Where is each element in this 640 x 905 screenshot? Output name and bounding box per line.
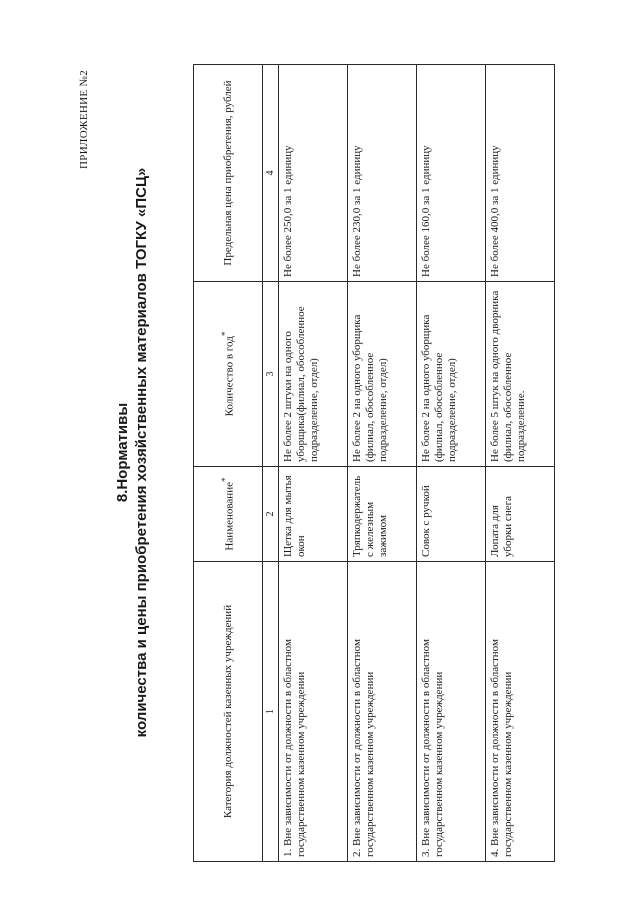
header-price (194, 65, 263, 282)
row-price: Не более 160,0 за 1 единицу (417, 65, 486, 282)
header-category-text: Категория должностей казенных учреждений (221, 604, 234, 819)
row-quantity: Не более 5 штук на одного дворника (филиал, обособленное подразделение. (486, 282, 555, 467)
header-name-mark: * (220, 477, 231, 483)
column-number: 2 (263, 467, 279, 562)
title-line-2: количества и цены приобретения хозяйственных материалов ТОГКУ «ПСЦ» (133, 167, 150, 738)
title-line-1: 8.Нормативы (114, 402, 131, 503)
table-row (486, 65, 555, 862)
row-name: Совок с ручкой (417, 467, 486, 562)
column-number: 1 (263, 562, 279, 862)
column-number: 4 (263, 65, 279, 282)
column-numbers-row (263, 65, 279, 862)
table-row (417, 65, 486, 862)
header-name-text: Наименование (223, 482, 236, 551)
header-name (194, 467, 263, 562)
row-name: Щетка для мытья окон (279, 467, 348, 562)
row-quantity: Не более 2 на одного уборщика (филиал, обособленное подразделение, отдел) (417, 282, 486, 467)
header-price-text: Предельная цена приобретения, рублей (221, 80, 234, 266)
row-price: Не более 250,0 за 1 единицу (279, 65, 348, 282)
appendix-label: ПРИЛОЖЕНИЕ №2 (78, 70, 90, 169)
document-title (113, 0, 151, 905)
header-quantity (194, 282, 263, 467)
column-number: 3 (263, 282, 279, 467)
header-quantity-text: Количество в год (223, 336, 236, 417)
row-category: 3. Вне зависимости от должности в областном государственном казенном учреждении (417, 562, 486, 862)
row-category: 2. Вне зависимости от должности в областном государственном казенном учреждении (348, 562, 417, 862)
table-row (348, 65, 417, 862)
row-name: Лопата для уборки снега (486, 467, 555, 562)
row-quantity: Не более 2 на одного уборщика (филиал, обособленное подразделение, отдел) (348, 282, 417, 467)
norms-table (193, 64, 555, 862)
row-quantity: Не более 2 штуки на одного уборщика(филиал, обособленное подразделение, отдел) (279, 282, 348, 467)
table-row (279, 65, 348, 862)
row-category: 4. Вне зависимости от должности в областном государственном казенном учреждении (486, 562, 555, 862)
row-price: Не более 400,0 за 1 единицу (486, 65, 555, 282)
row-category: 1. Вне зависимости от должности в областном государственном казенном учреждении (279, 562, 348, 862)
row-name: Тряпкодержатель с железным зажимом (348, 467, 417, 562)
header-quantity-mark: * (220, 331, 231, 337)
table-header-row (194, 65, 263, 862)
header-category (194, 562, 263, 862)
row-price: Не более 230,0 за 1 единицу (348, 65, 417, 282)
